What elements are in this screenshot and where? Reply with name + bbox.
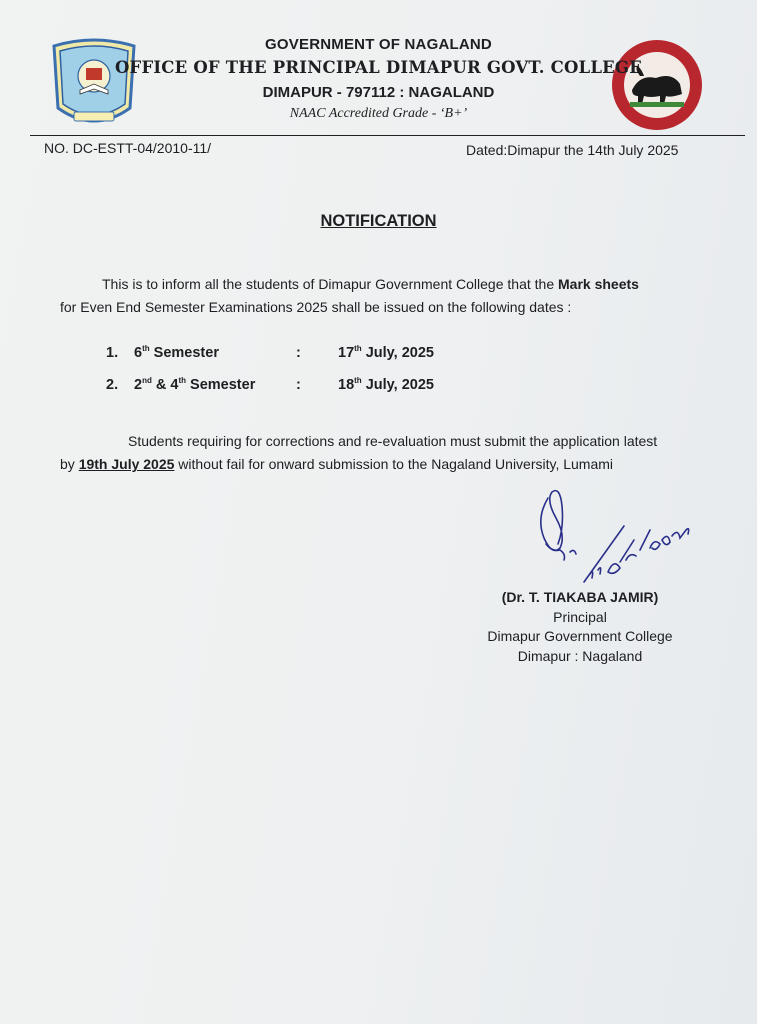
schedule-colon: : — [296, 377, 301, 393]
document-date: Dated:Dimapur the 14th July 2025 — [466, 142, 679, 158]
header-divider — [30, 135, 745, 136]
schedule-number: 1. — [106, 345, 119, 361]
signatory-name: (Dr. T. TIAKABA JAMIR) — [501, 589, 659, 605]
schedule-date: 18th July, 2025 — [338, 376, 434, 393]
intro-line-2: for Even End Semester Examinations 2025 shall be issued on the following dates : — [60, 299, 572, 315]
handwritten-signature — [530, 478, 710, 588]
intro-line-1: This is to inform all the students of Dimapur Government College that the Mark sheets — [102, 276, 639, 292]
signatory-institution: Dimapur Government College — [487, 628, 673, 644]
schedule-date: 17th July, 2025 — [338, 344, 434, 361]
notification-title: NOTIFICATION — [320, 212, 437, 230]
office-heading: OFFICE OF THE PRINCIPAL DIMAPUR GOVT. COLLEGE — [114, 58, 643, 77]
reference-number: NO. DC-ESTT-04/2010-11/ — [44, 140, 212, 156]
government-heading: GOVERNMENT OF NAGALAND — [265, 36, 492, 53]
schedule-semester: 6th Semester — [134, 344, 219, 361]
address-heading: DIMAPUR - 797112 : NAGALAND — [262, 84, 495, 101]
signatory-block — [460, 588, 700, 666]
deadline-date: 19th July 2025 — [78, 456, 175, 472]
schedule-colon: : — [296, 345, 301, 361]
naac-grade-line: NAAC Accredited Grade - ‘B+’ — [289, 106, 468, 121]
schedule-semester: 2nd & 4th Semester — [134, 376, 256, 393]
mark-sheets-emphasis: Mark sheets — [558, 276, 639, 292]
schedule-number: 2. — [106, 377, 119, 393]
signatory-place: Dimapur : Nagaland — [517, 647, 643, 664]
intro-paragraph — [60, 273, 700, 319]
corrections-line-1: Students requiring for corrections and re-evaluation must submit the application latest — [128, 433, 658, 449]
signatory-designation: Principal — [553, 608, 607, 625]
corrections-line-2: by 19th July 2025 without fail for onward submission to the Nagaland University, Lumami — [60, 456, 614, 472]
corrections-paragraph — [60, 430, 710, 476]
